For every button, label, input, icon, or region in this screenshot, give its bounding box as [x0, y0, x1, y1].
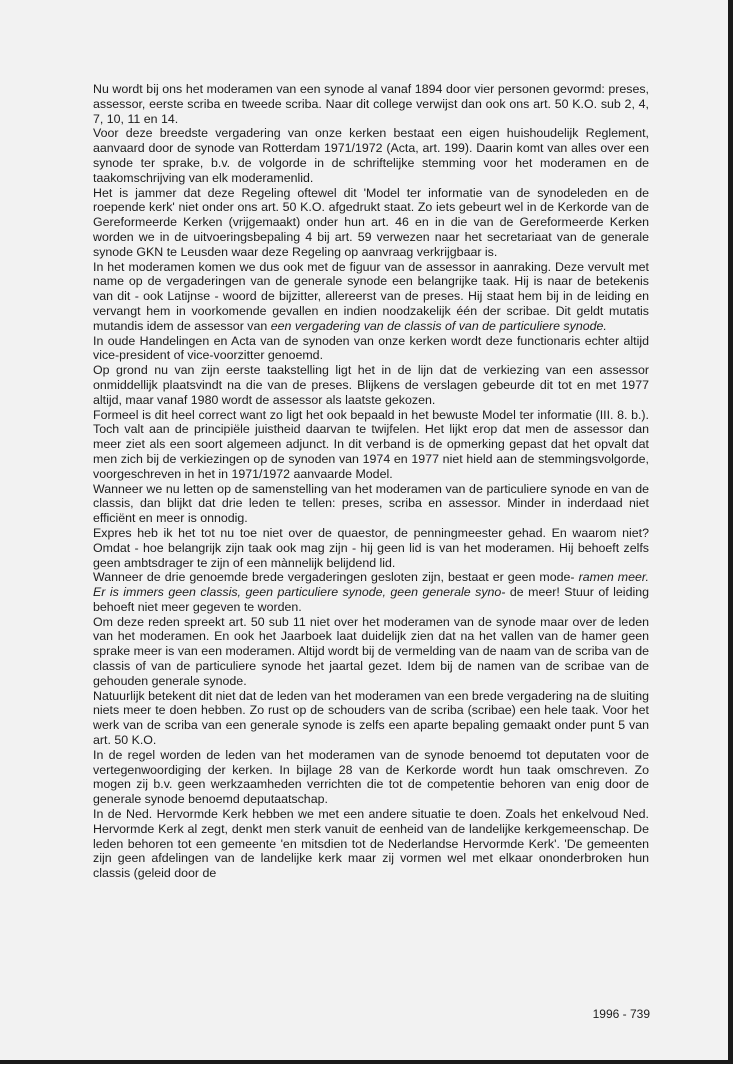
paragraph: Nu wordt bij ons het moderamen van een synode al vanaf 1894 door vier personen gevormd: preses, assessor, eerste scriba en tweede scriba. Naar dit college verwijst dan ook ons art. 50 K.O. sub 2, 4, 7, 10, 11 en 14. — [93, 82, 649, 126]
body-text — [93, 82, 649, 881]
paragraph: Wanneer de drie genoemde brede vergaderingen gesloten zijn, bestaat er geen mode- ramen meer. Er is immers geen classis, geen particuliere synode, geen generale syno- de meer! Stuur of leiding behoeft niet meer gegeven te worden. — [93, 570, 649, 614]
paragraph: In de regel worden de leden van het moderamen van de synode benoemd tot deputaten voor de vertegenwoordiging der kerken. In bijlage 28 van de Kerkorde wordt hun taak omschreven. Zo mogen zij b.v. geen werkzaamheden verrichten die tot de competentie behoren van enig door de generale synode benoemd deputaatschap. — [93, 747, 649, 807]
paragraph: Formeel is dit heel correct want zo ligt het ook bepaald in het bewuste Model ter informatie (III. 8. b.). Toch valt aan de principiële juistheid daarvan te twijfelen. Het lijkt erop dat men de assessor dan meer ziet als een soort algemeen adjunct. In dit verband is de opmerking gepast dat het opvalt dat men zich bij de verkiezingen op de synoden van 1974 en 1977 niet hield aan de stemmingsvolgorde, voorgeschreven in het in 1971/1972 aanvaarde Model. — [93, 407, 649, 481]
paragraph: In het moderamen komen we dus ook met de figuur van de assessor in aanraking. Deze vervult met name op de vergaderingen van de generale synode een belangrijke taak. Hij is naar de betekenis van dit - ook Latijnse - woord de bijzitter, allereerst van de preses. Hij staat hem bij in de leiding en vervangt hem in voorkomende gevallen en indien noodzakelijk één der scribae. Dit geldt mutatis mutandis idem de assessor van een vergadering van de classis of van de particuliere synode. — [93, 259, 649, 333]
paragraph: Op grond nu van zijn eerste taakstelling ligt het in de lijn dat de verkiezing van een assessor onmiddellijk plaatsvindt na die van de preses. Blijkens de verslagen gebeurde dit tot en met 1977 altijd, maar vanaf 1980 wordt de assessor als laatste gekozen. — [93, 363, 649, 407]
page-number: 1996 - 739 — [592, 1007, 650, 1021]
paragraph: Natuurlijk betekent dit niet dat de leden van het moderamen van een brede vergadering na de sluiting niets meer te doen hebben. Zo rust op de schouders van de scriba (scribae) een hele taak. Voor het werk van de scriba van een generale synode is zelfs een aparte bepaling gemaakt onder punt 5 van art. 50 K.O. — [93, 688, 649, 748]
paragraph: Expres heb ik het tot nu toe niet over de quaestor, de penningmeester gehad. En waarom niet? Omdat - hoe belangrijk zijn taak ook mag zijn - hij geen lid is van het moderamen. Hij behoeft zelfs geen ambtsdrager te zijn of een mànnelijk belijdend lid. — [93, 525, 649, 570]
paragraph: Het is jammer dat deze Regeling oftewel dit 'Model ter informatie van de synodeleden en de roepende kerk' niet onder ons art. 50 K.O. afgedrukt staat. Zo iets gebeurt wel in de Kerkorde van de Gereformeerde Kerken (vrijgemaakt) onder hun art. 46 en in die van de Gereformeerde Kerken worden we in de uitvoeringsbepaling 4 bij art. 59 verwezen naar het secretariaat van de generale synode GKN te Leusden waar deze Regeling op aanvraag verkrijgbaar is. — [93, 185, 649, 259]
italic-phrase: ramen meer. Er is immers geen classis, geen particuliere synode, geen generale syno- — [93, 570, 649, 600]
paragraph: In de Ned. Hervormde Kerk hebben we met een andere situatie te doen. Zoals het enkelvoud Ned. Hervormde Kerk al zegt, denkt men sterk vanuit de eenheid van de landelijke kerkgemeenschap. De leden behoren tot een gemeente 'en mitsdien tot de Nederlandse Hervormde Kerk'. 'De gemeenten zijn geen afdelingen van de landelijke kerk maar zij vormen wel met elkaar ononderbroken hun classis (geleid door de — [93, 807, 649, 881]
paragraph: Voor deze breedste vergadering van onze kerken bestaat een eigen huishoudelijk Reglement, aanvaard door de synode van Rotterdam 1971/1972 (Acta, art. 199). Daarin komt van alles over een synode ter sprake, b.v. de volgorde in de schriftelijke stemming voor het moderamen en de taakomschrijving van elk moderamenlid. — [93, 126, 649, 185]
paragraph: Om deze reden spreekt art. 50 sub 11 niet over het moderamen van de synode maar over de leden van het moderamen. En ook het Jaarboek laat duidelijk zien dat na het vallen van de hamer geen sprake meer is van een moderamen. Altijd wordt bij de vermelding van de naam van de scriba van de classis of van de particuliere synode het jaartal gezet. Idem bij de namen van de scribae van de gehouden generale synode. — [93, 614, 649, 688]
italic-phrase: een vergadering van de classis of van de particuliere synode. — [270, 318, 607, 333]
paragraph: In oude Handelingen en Acta van de synoden van onze kerken wordt deze functionaris echter altijd vice-president of vice-voorzitter genoemd. — [93, 333, 649, 363]
paragraph: Wanneer we nu letten op de samenstelling van het moderamen van de particuliere synode en van de classis, dan blijkt dat drie leden te tellen: preses, scriba en assessor. Minder in inderdaad niet efficiënt en meer is onnodig. — [93, 481, 649, 526]
